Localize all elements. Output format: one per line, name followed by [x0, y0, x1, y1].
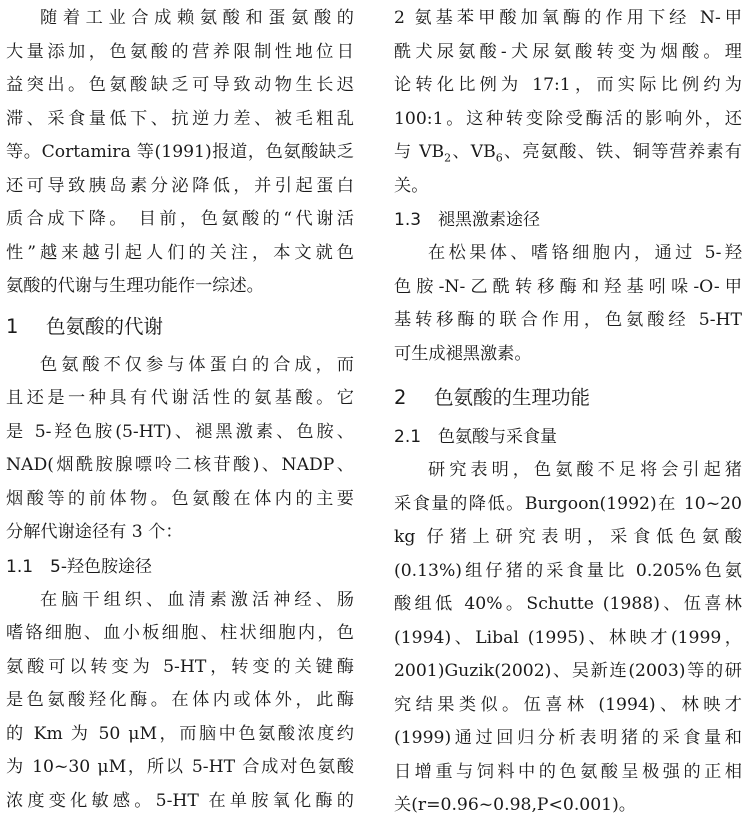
body-line: 日增重与饲料中的色氨酸呈极强的正相 — [394, 761, 742, 782]
body-line: (1994)、Libal (1995)、林映才(1999， — [394, 627, 742, 648]
subsection-number: 1.1 — [6, 556, 34, 577]
intro-line: 性”越来越引起人们的关注，本文就色 — [6, 242, 354, 263]
section-heading-2 — [394, 376, 742, 420]
subsection-number: 2.1 — [394, 427, 422, 447]
body-line: 2 氨基苯甲酸加氧酶的作用下经 N-甲 — [394, 8, 742, 28]
subscript: 6 — [495, 151, 503, 165]
intro-line: 还可导致胰岛素分泌降低，并引起蛋白 — [6, 175, 354, 196]
body-line: 酸组低 40%。Schutte (1988)、伍喜林 — [394, 594, 742, 614]
subsection-title: 褪黑激素途径 — [438, 210, 540, 230]
left-column — [6, 2, 354, 818]
body-line: 基转移酶的联合作用，色氨酸经 5-HT — [394, 310, 742, 330]
subsection-title: 5-羟色胺途径 — [50, 556, 152, 577]
body-line: 浓度变化敏感。5-HT 在单胺氧化酶的 — [6, 790, 354, 811]
body-line: 研究表明，色氨酸不足将会引起猪 — [428, 460, 742, 480]
body-line: 100:1。这种转变除受酶活的影响外，还 — [394, 108, 742, 129]
body-line: 采食量的降低。Burgoon(1992)在 10~20 — [394, 493, 742, 514]
intro-line: 随着工业合成赖氨酸和蛋氨酸的 — [40, 8, 354, 28]
subsection-heading-1-3 — [394, 203, 742, 237]
subscript: 2 — [444, 151, 452, 165]
body-line: 氨酸可以转变为 5-HT，转变的关键酶 — [6, 656, 354, 677]
subsection-heading-2-1 — [394, 420, 742, 454]
intro-line: 滞、采食量低下、抗逆力差、被毛粗乱 — [6, 108, 354, 129]
subsection-heading-1-1 — [6, 550, 354, 584]
body-line: 是 5-羟色胺(5-HT)、褪黑激素、色胺、 — [6, 421, 354, 442]
body-line: 且还是一种具有代谢活性的氨基酸。它 — [6, 388, 354, 408]
body-line: 2001)Guzik(2002)、吴新连(2003)等的研 — [394, 661, 742, 681]
body-line: (1999)通过回归分析表明猪的采食量和 — [394, 728, 742, 748]
body-line: NAD(烟酰胺腺嘌呤二核苷酸)、NADP、 — [6, 455, 354, 475]
intro-line: 质合成下降。 目前，色氨酸的“代谢活 — [6, 209, 354, 229]
body-line: 酰犬尿氨酸-犬尿氨酸转变为烟酸。理 — [394, 41, 742, 62]
body-line: 论转化比例为 17:1，而实际比例约为 — [394, 75, 742, 95]
right-column — [394, 2, 742, 823]
subsection-title: 色氨酸与采食量 — [438, 427, 557, 447]
body-line: 关。 — [394, 175, 429, 196]
body-line: 的 Km 为 50 μM，而脑中色氨酸浓度约 — [6, 723, 354, 744]
body-line: 在脑干组织、血清素激活神经、肠 — [40, 589, 354, 610]
section-number: 1 — [6, 314, 19, 338]
text-fragment: 、VB — [451, 142, 496, 162]
subsection-number: 1.3 — [394, 210, 422, 230]
intro-line: 等。Cortamira 等(1991)报道，色氨酸缺乏 — [6, 142, 354, 162]
intro-line: 益突出。色氨酸缺乏可导致动物生长迟 — [6, 75, 354, 95]
body-line: 可生成褪黑激素。 — [394, 343, 532, 364]
body-line: 为 10~30 μM，所以 5-HT 合成对色氨酸 — [6, 757, 354, 777]
section-heading-1 — [6, 305, 354, 349]
body-line: 关(r=0.96~0.98,P<0.001)。 — [394, 795, 636, 815]
body-line: 究结果类似。伍喜林 (1994)、林映才 — [394, 694, 742, 715]
intro-line: 氨酸的代谢与生理功能作一综述。 — [6, 276, 264, 296]
intro-line: 大量添加，色氨酸的营养限制性地位日 — [6, 41, 354, 62]
text-fragment: 与 VB — [394, 142, 445, 162]
body-line: 色胺-N-乙酰转移酶和羟基吲哚-O-甲 — [394, 276, 742, 297]
body-line: 嗜铬细胞、血小板细胞、柱状细胞内，色 — [6, 623, 354, 643]
body-line-vitamins — [394, 136, 742, 170]
text-fragment: 、亮氨酸、铁、铜等营养素有 — [502, 142, 742, 162]
section-title: 色氨酸的生理功能 — [434, 386, 591, 409]
body-line: 烟酸等的前体物。色氨酸在体内的主要 — [6, 488, 354, 509]
section-number: 2 — [394, 386, 407, 409]
body-line: (0.13%)组仔猪的采食量比 0.205%色氨 — [394, 560, 742, 581]
body-line: 在松果体、嗜铬细胞内，通过 5-羟 — [428, 243, 742, 263]
body-line: kg 仔猪上研究表明，采食低色氨酸 — [394, 527, 742, 547]
section-title: 色氨酸的代谢 — [46, 314, 164, 338]
body-line: 色氨酸不仅参与体蛋白的合成，而 — [40, 354, 354, 375]
body-line: 分解代谢途径有 3 个： — [6, 522, 183, 542]
body-line: 是色氨酸羟化酶。在体内或体外，此酶 — [6, 690, 354, 710]
